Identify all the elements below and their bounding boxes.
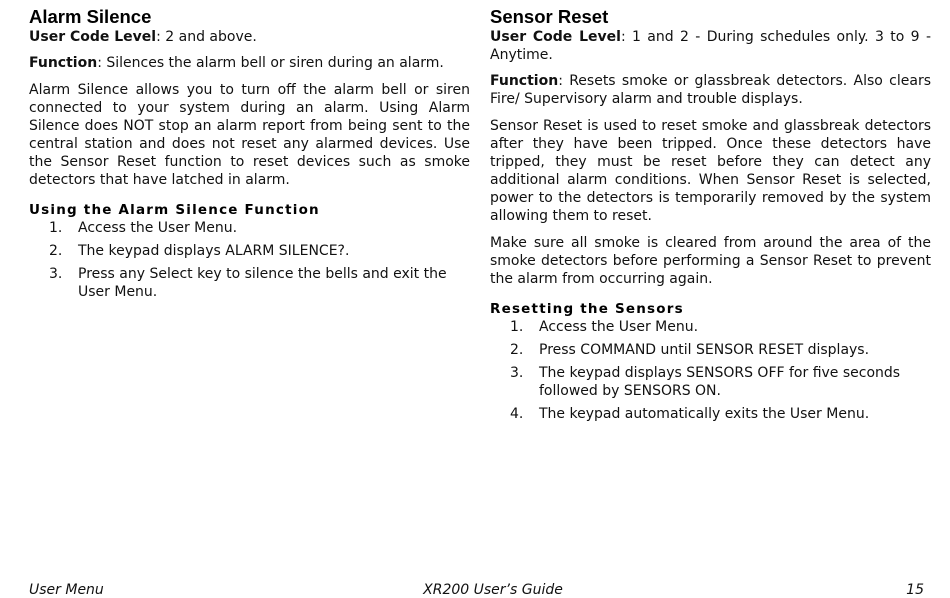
code-level-value: : 1 and 2 - During schedules only. 3 to 9 - Anytime. [490, 29, 931, 63]
footer-page-number: 15 [906, 582, 924, 598]
step-item [490, 405, 931, 423]
step-number: 3. [49, 266, 63, 282]
alarm-silence-section [29, 6, 470, 306]
code-level-value: : 2 and above. [156, 29, 257, 45]
step-number: 1. [49, 220, 63, 236]
function-label: Function [490, 73, 559, 89]
step-text: Press COMMAND until SENSOR RESET displays. [539, 342, 870, 358]
footer-section-name: User Menu [29, 582, 104, 598]
step-item [490, 318, 931, 336]
alarm-silence-title: Alarm Silence [29, 6, 152, 27]
step-number: 1. [510, 319, 524, 335]
footer-guide-title: XR200 User’s Guide [423, 582, 563, 598]
alarm-silence-subheading: Using the Alarm Silence Function [29, 202, 320, 218]
alarm-silence-body: Alarm Silence allows you to turn off the alarm bell or siren connected to your system during an alarm. Using Alarm Silence does NOT stop an alarm report from being sent to the central station and does not reset any alarmed devices. Use the Sensor Reset function to reset devices such as smoke detectors that have latched in alarm. [29, 82, 470, 188]
sensor-reset-function [490, 72, 931, 108]
alarm-silence-code-level [29, 28, 470, 46]
function-value: : Resets smoke or glassbreak detectors. Also clears Fire/ Supervisory alarm and trouble displays. [490, 73, 931, 107]
sensor-reset-subheading: Resetting the Sensors [490, 301, 684, 317]
step-item [490, 364, 931, 400]
function-label: Function [29, 55, 98, 71]
step-text: The keypad displays SENSORS OFF for five seconds followed by SENSORS ON. [539, 365, 901, 399]
sensor-reset-body: Sensor Reset is used to reset smoke and glassbreak detectors after they have been tripped. Once these detectors have tripped, they must be reset before they can detect any additional alarm conditions. When Sensor Reset is selected, power to the detectors is temporarily removed by the system allowing them to reset. [490, 118, 931, 224]
step-number: 2. [510, 342, 524, 358]
step-item [29, 265, 470, 301]
step-item [29, 242, 470, 260]
sensor-reset-warning: Make sure all smoke is cleared from around the area of the smoke detectors before performing a Sensor Reset to prevent the alarm from occurring again. [490, 235, 931, 287]
sensor-reset-section [490, 6, 931, 428]
function-value: : Silences the alarm bell or siren during an alarm. [97, 55, 444, 71]
step-item [29, 219, 470, 237]
code-level-label: User Code Level [490, 29, 621, 45]
step-number: 2. [49, 243, 63, 259]
code-level-label: User Code Level [29, 29, 157, 45]
step-text: The keypad displays ALARM SILENCE?. [78, 243, 350, 259]
step-text: Access the User Menu. [539, 319, 699, 335]
alarm-silence-steps [29, 219, 470, 301]
sensor-reset-steps [490, 318, 931, 423]
step-text: The keypad automatically exits the User Menu. [539, 406, 870, 422]
step-item [490, 341, 931, 359]
sensor-reset-title: Sensor Reset [490, 6, 609, 27]
step-text: Access the User Menu. [78, 220, 238, 236]
step-text: Press any Select key to silence the bells and exit the User Menu. [78, 266, 447, 300]
sensor-reset-code-level [490, 28, 931, 64]
step-number: 4. [510, 406, 524, 422]
step-number: 3. [510, 365, 524, 381]
alarm-silence-function [29, 54, 470, 72]
